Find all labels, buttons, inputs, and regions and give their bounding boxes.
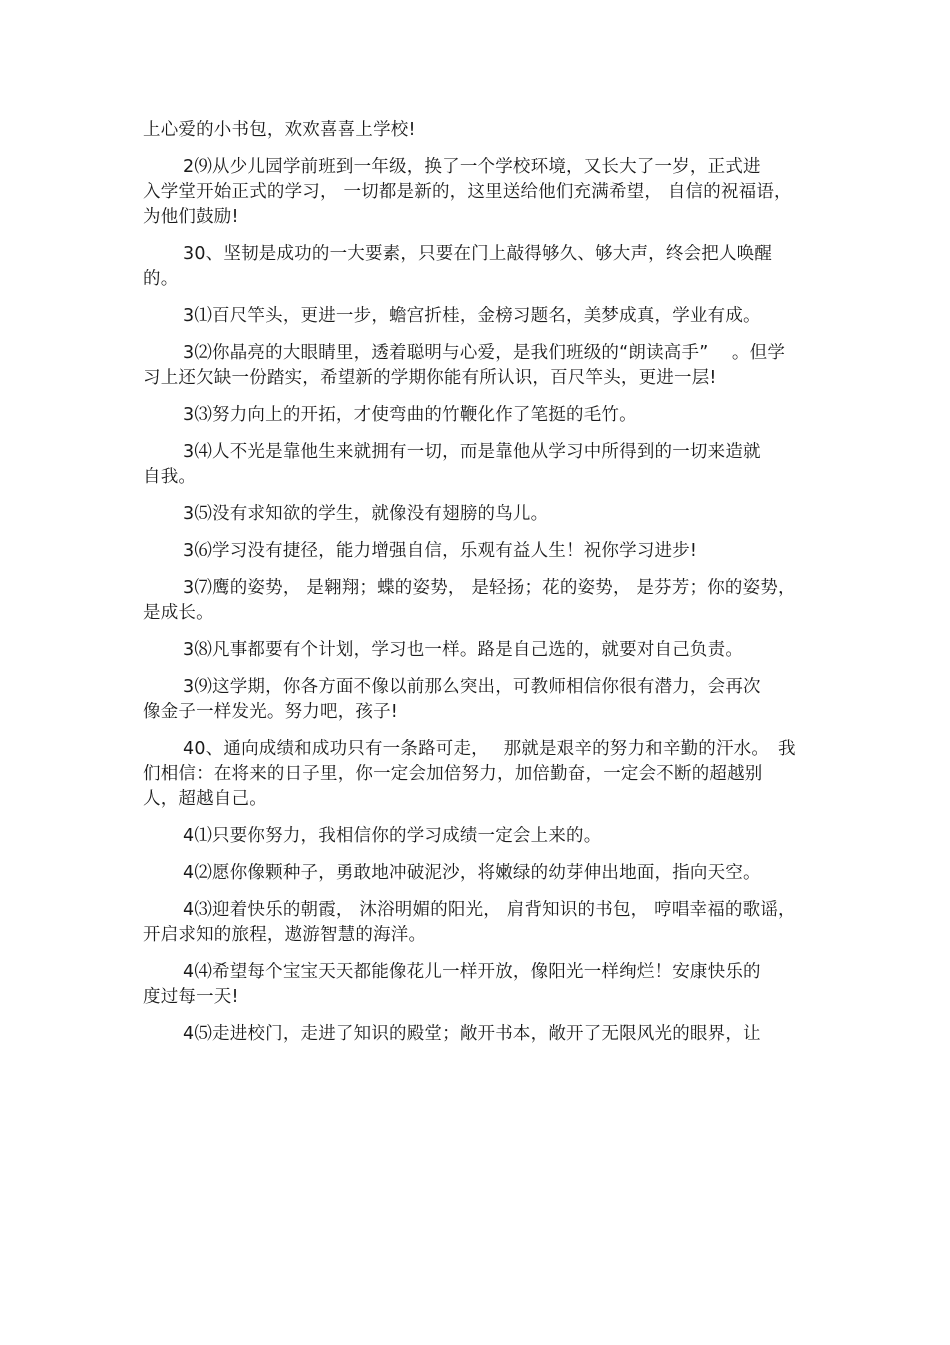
text-line: 上心爱的小书包，欢欢喜喜上学校!	[143, 120, 416, 140]
text-line: 4⑸走进校门，走进了知识的殿堂；敞开书本，敞开了无限风光的眼界，让	[183, 1024, 761, 1044]
text-line: 3⑴百尺竿头，更进一步，蟾宫折桂，金榜习题名，美梦成真，学业有成。	[183, 306, 761, 326]
text-line: 3⑻凡事都要有个计划，学习也一样。路是自己选的，就要对自己负责。	[183, 640, 744, 660]
text-line: 30、坚韧是成功的一大要素，只要在门上敲得够久、够大声，终会把人唤醒	[183, 244, 773, 264]
text-line: 3⑸没有求知欲的学生，就像没有翅膀的鸟儿。	[183, 504, 549, 524]
text-line: 入学堂开始正式的学习， 一切都是新的，这里送给他们充满希望， 自信的祝福语，	[143, 182, 792, 202]
text-line: 像金子一样发光。努力吧，孩子!	[143, 702, 399, 722]
text-line: 4⑴只要你努力，我相信你的学习成绩一定会上来的。	[183, 826, 602, 846]
text-line: 4⑷希望每个宝宝天天都能像花儿一样开放，像阳光一样绚烂！安康快乐的	[183, 962, 761, 982]
text-line: 的。	[143, 269, 179, 289]
text-line: 习上还欠缺一份踏实，希望新的学期你能有所认识，百尺竿头，更进一层!	[143, 368, 717, 388]
document-body	[143, 118, 813, 1047]
text-line: 40、通向成绩和成功只有一条路可走， 那就是艰辛的努力和辛勤的汗水。 我	[183, 739, 796, 759]
text-line: 自我。	[143, 467, 197, 487]
text-line: 3⑹学习没有捷径，能力增强自信，乐观有益人生！祝你学习进步!	[183, 541, 698, 561]
text-line: 们相信：在将来的日子里，你一定会加倍努力，加倍勤奋，一定会不断的超越别	[143, 764, 763, 784]
text-line: 是成长。	[143, 603, 214, 623]
text-line: 3⑶努力向上的开拓，才使弯曲的竹鞭化作了笔挺的毛竹。	[183, 405, 637, 425]
text-line: 3⑼这学期，你各方面不像以前那么突出，可教师相信你很有潜力，会再次	[183, 677, 761, 697]
text-line: 3⑵你晶亮的大眼睛里，透着聪明与心爱，是我们班级的“朗读高手” 。但学	[183, 343, 786, 363]
text-line: 2⑼从少儿园学前班到一年级，换了一个学校环境，又长大了一岁，正式进	[183, 157, 761, 177]
text-line: 3⑺鹰的姿势， 是翱翔；蝶的姿势， 是轻扬；花的姿势， 是芬芳；你的姿势，	[183, 578, 796, 598]
text-line: 开启求知的旅程，遨游智慧的海洋。	[143, 925, 427, 945]
text-line: 度过每一天!	[143, 987, 239, 1007]
text-line: 4⑵愿你像颗种子，勇敢地冲破泥沙，将嫩绿的幼芽伸出地面，指向天空。	[183, 863, 761, 883]
text-line: 4⑶迎着快乐的朝霞， 沐浴明媚的阳光， 肩背知识的书包， 哼唱幸福的歌谣，	[183, 900, 796, 920]
text-line: 人，超越自己。	[143, 789, 267, 809]
text-line: 3⑷人不光是靠他生来就拥有一切，而是靠他从学习中所得到的一切来造就	[183, 442, 761, 462]
text-line: 为他们鼓励!	[143, 207, 239, 227]
